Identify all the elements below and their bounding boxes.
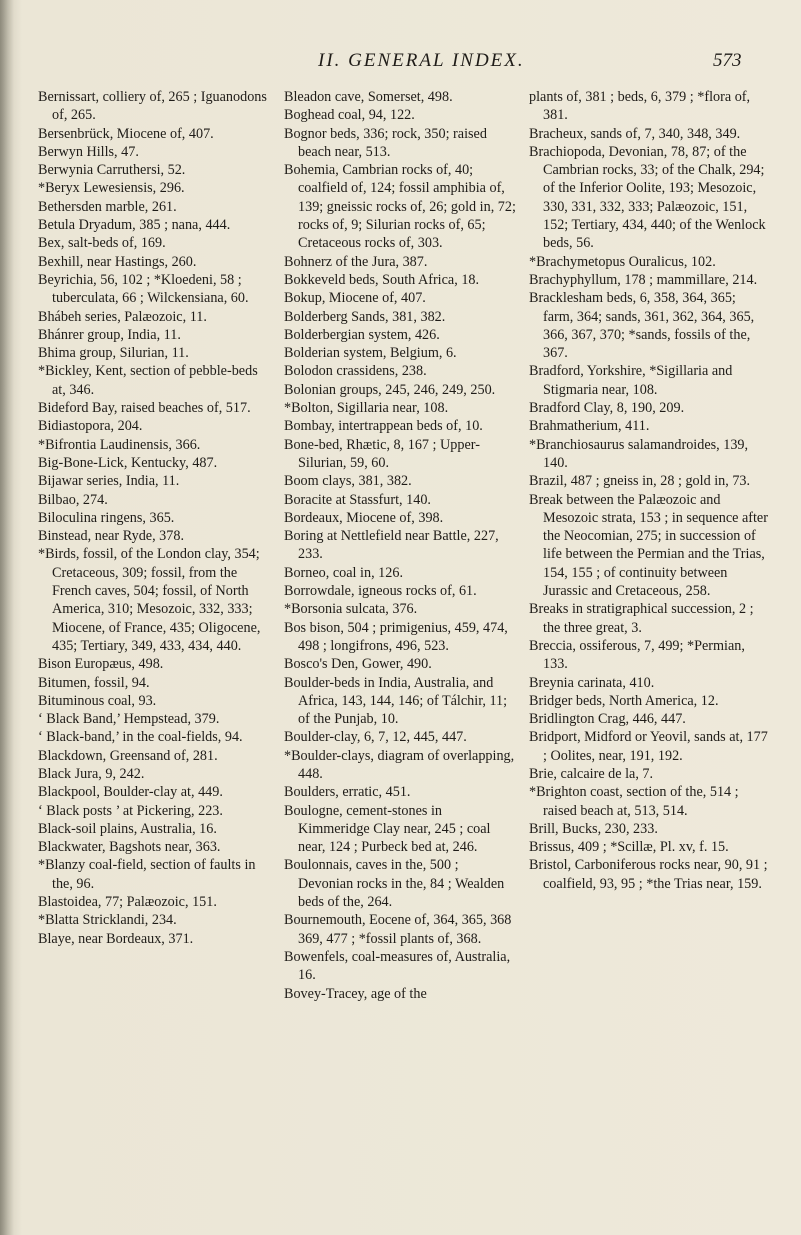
index-entry: Bokup, Miocene of, 407.	[284, 290, 426, 307]
page-number: 573	[713, 50, 742, 71]
index-entry: Bolderian system, Belgium, 6.	[284, 345, 457, 362]
index-entry: Brahmatherium, 411.	[529, 418, 650, 435]
index-column-1	[38, 88, 270, 948]
index-entry: Bitumen, fossil, 94.	[38, 674, 150, 691]
index-entry: Blackwater, Bagshots near, 363.	[38, 839, 221, 856]
index-entry: Black Jura, 9, 242.	[38, 765, 145, 782]
index-entry: Boulder-beds in India, Australia, and Africa, 143, 144, 146; of Tálchir, 11; of the Punjab, 10.	[284, 674, 508, 728]
index-entry: Bordeaux, Miocene of, 398.	[284, 509, 444, 526]
index-entry: Bracheux, sands of, 7, 340, 348, 349.	[529, 125, 741, 142]
index-entry: Borneo, coal in, 126.	[284, 564, 403, 581]
index-entry: ‘ Black-band,’ in the coal-fields, 94.	[38, 729, 243, 746]
index-entry: Bridger beds, North America, 12.	[529, 692, 719, 709]
index-entry: Brachiopoda, Devonian, 78, 87; of the Cambrian rocks, 33; of the Chalk, 294; of the Inferior Oolite, 193; Mesozoic, 330, 331, 332, 333; Palæozoic, 151, 152; Tertiary, 434, 440; of the Wenlock beds, 56.	[529, 143, 766, 252]
index-entry: *Branchiosaurus salamandroides, 139, 140.	[529, 436, 749, 471]
index-entry: Bovey-Tracey, age of the	[284, 985, 427, 1002]
index-entry: *Birds, fossil, of the London clay, 354; Cretaceous, 309; fossil, from the French caves, 504; fossil, of North America, 310; Mesozoic, 332, 333; Miocene, of France, 435; Oligocene, 435; Tertiary, 349, 433, 434, 440.	[38, 546, 261, 654]
index-column-3	[529, 88, 769, 893]
index-entry: Brissus, 409 ; *Scillæ, Pl. xv, f. 15.	[529, 839, 729, 856]
index-entry: Bokkeveld beds, South Africa, 18.	[284, 271, 480, 288]
index-entry: Bos bison, 504 ; primigenius, 459, 474, 498 ; longifrons, 496, 523.	[284, 619, 508, 654]
index-columns	[38, 88, 778, 1208]
index-entry: Black-soil plains, Australia, 16.	[38, 820, 217, 837]
spine-shadow	[0, 0, 14, 1235]
index-entry: Break between the Palæozoic and Mesozoic strata, 153 ; in sequence after the Neocomian, 275; in succession of life between the Permian and the Trias, 154, 155 ; of continuity between Jurassic and Cretaceous, 258.	[529, 491, 768, 600]
index-entry: *Brachymetopus Ouralicus, 102.	[529, 253, 716, 270]
index-entry: Boring at Nettlefield near Battle, 227, 233.	[284, 528, 499, 563]
index-entry: Breccia, ossiferous, 7, 499; *Permian, 133.	[529, 637, 745, 673]
index-entry: Bolderbergian system, 426.	[284, 326, 440, 343]
index-entry: Bideford Bay, raised beaches of, 517.	[38, 400, 251, 417]
index-entry: Brazil, 487 ; gneiss in, 28 ; gold in, 73.	[529, 473, 751, 490]
index-entry: *Boulder-clays, diagram of overlapping, 448.	[284, 747, 515, 782]
index-entry: Betula Dryadum, 385 ; nana, 444.	[38, 217, 231, 234]
index-entry: Bridlington Crag, 446, 447.	[529, 711, 686, 728]
index-entry: Bersenbrück, Miocene of, 407.	[38, 125, 214, 142]
index-entry: ‘ Black posts ’ at Pickering, 223.	[38, 802, 223, 819]
index-entry: *Borsonia sulcata, 376.	[284, 601, 418, 618]
index-entry: Bernissart, colliery of, 265 ; Iguanodons of, 265.	[38, 89, 267, 124]
index-entry: ‘ Black Band,’ Hempstead, 379.	[38, 711, 220, 728]
index-entry: Brill, Bucks, 230, 233.	[529, 820, 658, 837]
index-entry: Blackdown, Greensand of, 281.	[38, 747, 218, 764]
index-entry: Bone-bed, Rhætic, 8, 167 ; Upper-Silurian, 59, 60.	[284, 436, 480, 471]
index-entry: Borrowdale, igneous rocks of, 61.	[284, 583, 477, 600]
index-entry: Boulder-clay, 6, 7, 12, 445, 447.	[284, 729, 467, 746]
index-entry: Bombay, intertrappean beds of, 10.	[284, 418, 483, 435]
index-entry: Boghead coal, 94, 122.	[284, 107, 415, 124]
index-entry: Bosco's Den, Gower, 490.	[284, 656, 432, 673]
page-header	[0, 50, 801, 80]
index-entry: *Beryx Lewesiensis, 296.	[38, 180, 185, 197]
index-entry: *Blatta Stricklandi, 234.	[38, 912, 177, 929]
index-entry: Bhima group, Silurian, 11.	[38, 345, 189, 362]
index-entry: Breaks in stratigraphical succession, 2 ; the three great, 3.	[529, 601, 754, 636]
index-entry: Bolodon crassidens, 238.	[284, 363, 427, 380]
index-entry: *Blanzy coal-field, section of faults in the, 96.	[38, 857, 256, 892]
index-entry: Bison Europæus, 498.	[38, 656, 164, 673]
index-entry: Bijawar series, India, 11.	[38, 473, 180, 490]
index-entry: Bracklesham beds, 6, 358, 364, 365; farm, 364; sands, 361, 362, 364, 365, 366, 367, 370; *sands, fossils of the, 367.	[529, 290, 755, 362]
index-entry: Bohnerz of the Jura, 387.	[284, 253, 428, 270]
index-entry: *Bifrontia Laudinensis, 366.	[38, 436, 201, 453]
index-entry: Bhánrer group, India, 11.	[38, 326, 181, 343]
index-entry: Bleadon cave, Somerset, 498.	[284, 89, 453, 105]
index-entry: Bristol, Carboniferous rocks near, 90, 91 ; coalfield, 93, 95 ; *the Trias near, 159.	[529, 857, 768, 892]
index-entry: Bridport, Midford or Yeovil, sands at, 177 ; Oolites, near, 191, 192.	[529, 729, 768, 764]
index-entry: Blastoidea, 77; Palæozoic, 151.	[38, 894, 217, 911]
index-entry: Brachyphyllum, 178 ; mammillare, 214.	[529, 271, 758, 288]
index-entry: Beyrichia, 56, 102 ; *Kloedeni, 58 ; tuberculata, 66 ; Wilckensiana, 60.	[38, 271, 249, 307]
index-entry: Boulonnais, caves in the, 500 ; Devonian rocks in the, 84 ; Wealden beds of the, 264.	[284, 857, 505, 911]
index-entry: Bournemouth, Eocene of, 364, 365, 368 369, 477 ; *fossil plants of, 368.	[284, 912, 512, 947]
index-entry: *Bolton, Sigillaria near, 108.	[284, 400, 449, 417]
index-entry: Bradford Clay, 8, 190, 209.	[529, 400, 685, 417]
index-entry: Bethersden marble, 261.	[38, 198, 177, 215]
index-entry: Biloculina ringens, 365.	[38, 509, 175, 526]
index-entry: Bexhill, near Hastings, 260.	[38, 253, 197, 270]
running-title: II. GENERAL INDEX.	[318, 50, 525, 71]
index-entry: Binstead, near Ryde, 378.	[38, 528, 185, 545]
index-entry: *Bickley, Kent, section of pebble-beds at, 346.	[38, 363, 258, 398]
index-entry: plants of, 381 ; beds, 6, 379 ; *flora of, 381.	[529, 89, 751, 124]
index-entry: Breynia carinata, 410.	[529, 674, 655, 691]
index-entry: Bohemia, Cambrian rocks of, 40; coalfield of, 124; fossil amphibia of, 139; gneissic rocks of, 26; gold in, 72; rocks of, 9; Silurian rocks of, 65; Cretaceous rocks of, 303.	[284, 162, 516, 252]
index-entry: Bradford, Yorkshire, *Sigillaria and Stigmaria near, 108.	[529, 363, 733, 398]
index-column-2	[284, 88, 516, 1003]
index-entry: Big-Bone-Lick, Kentucky, 487.	[38, 454, 218, 471]
index-entry: Boulogne, cement-stones in Kimmeridge Clay near, 245 ; coal near, 124 ; Purbeck bed at, 246.	[284, 802, 491, 856]
index-entry: Bognor beds, 336; rock, 350; raised beach near, 513.	[284, 125, 487, 160]
index-entry: Boom clays, 381, 382.	[284, 473, 412, 490]
index-entry: Bhábeh series, Palæozoic, 11.	[38, 308, 207, 325]
index-entry: Boulders, erratic, 451.	[284, 784, 411, 801]
index-entry: *Brighton coast, section of the, 514 ; raised beach at, 513, 514.	[529, 784, 739, 819]
index-entry: Bolderberg Sands, 381, 382.	[284, 308, 446, 325]
index-entry: Bolonian groups, 245, 246, 249, 250.	[284, 381, 496, 398]
index-entry: Bidiastopora, 204.	[38, 418, 143, 435]
index-entry: Bituminous coal, 93.	[38, 692, 157, 709]
index-entry: Bex, salt-beds of, 169.	[38, 235, 166, 252]
index-entry: Berwynia Carruthersi, 52.	[38, 162, 186, 179]
index-entry: Brie, calcaire de la, 7.	[529, 765, 654, 782]
index-entry: Bowenfels, coal-measures of, Australia, 16.	[284, 948, 511, 984]
index-entry: Blackpool, Boulder-clay at, 449.	[38, 784, 223, 801]
index-entry: Berwyn Hills, 47.	[38, 143, 139, 160]
index-entry: Boracite at Stassfurt, 140.	[284, 491, 431, 508]
index-entry: Bilbao, 274.	[38, 491, 108, 508]
index-entry: Blaye, near Bordeaux, 371.	[38, 930, 194, 947]
